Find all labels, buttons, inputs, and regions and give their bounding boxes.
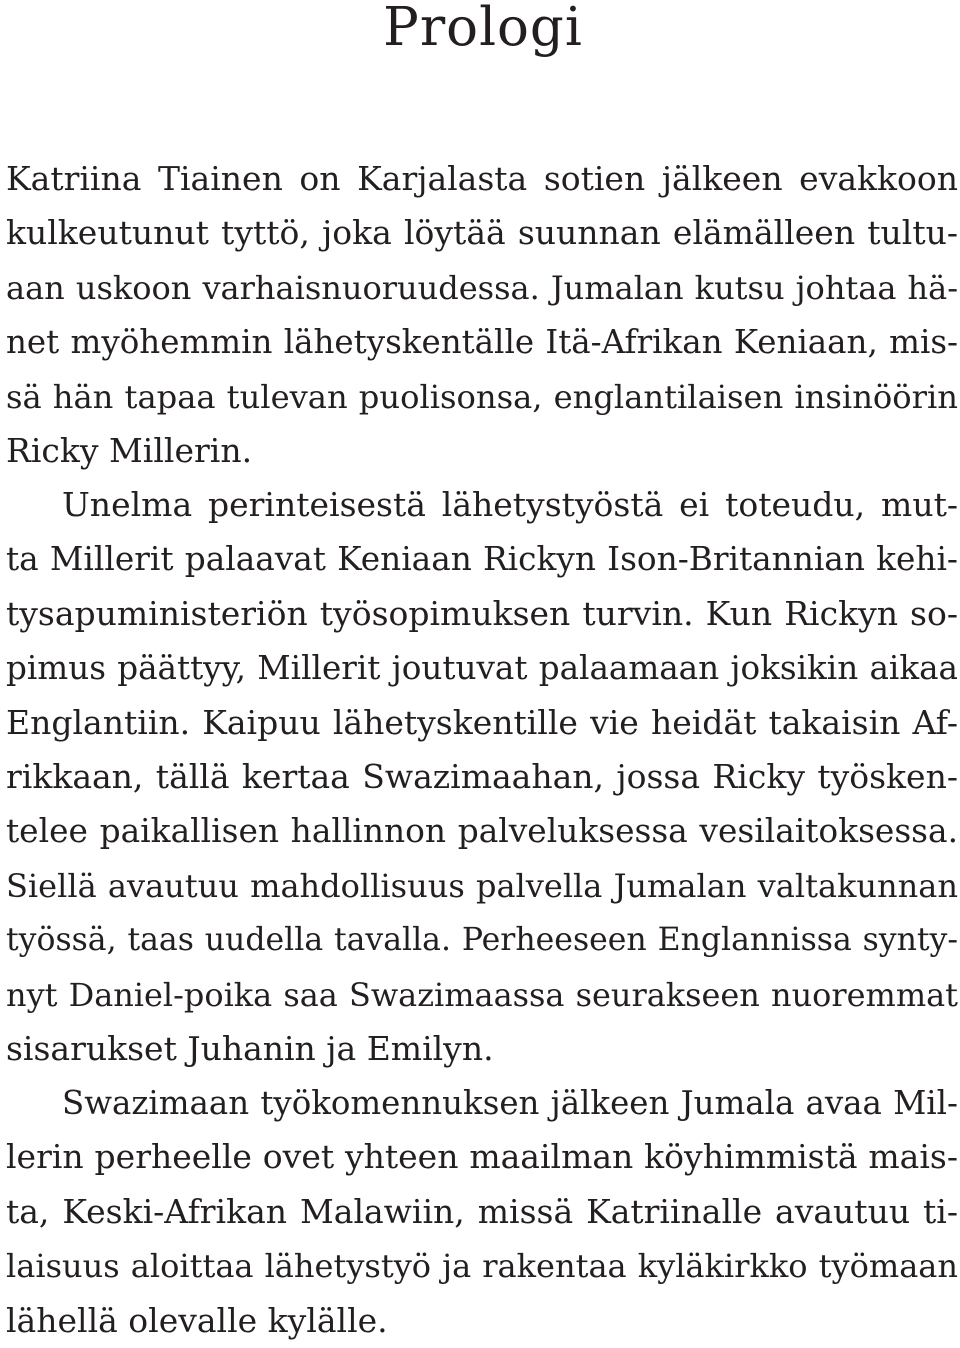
text-line: aan uskoon varhaisnuoruudessa. Jumalan kutsu johtaa hä- [6, 268, 958, 307]
text-line: Englantiin. Kaipuu lähetyskentille vie heidät takaisin Af- [6, 702, 958, 742]
text-line: Katriina Tiainen on Karjalasta sotien jälkeen evakkoon [6, 159, 958, 198]
text-line: net myöhemmin lähetyskentälle Itä-Afrikan Keniaan, mis- [6, 323, 958, 362]
paragraph-3 [6, 1076, 958, 1348]
text-line: telee paikallisen hallinnon palveluksessa vesilaitoksessa. [6, 812, 958, 851]
chapter-title: Prologi [383, 0, 583, 58]
text-line: lähellä olevalle kylälle. [6, 1300, 388, 1340]
text-line: Ricky Millerin. [6, 430, 253, 470]
text-line: Unelma perinteisestä lähetystyöstä ei toteudu, mut- [62, 485, 958, 524]
text-line: Siellä avautuu mahdollisuus palvella Jumalan valtakunnan [6, 866, 958, 905]
text-line: työssä, taas uudella tavalla. Perheeseen Englannissa synty- [6, 922, 958, 959]
text-line: kulkeutunut tyttö, joka löytää suunnan elämälleen tultu- [6, 213, 958, 253]
text-line: nyt Daniel-poika saa Swazimaassa seurakseen nuoremmat [6, 975, 958, 1014]
text-line: ta Millerit palaavat Keniaan Rickyn Ison-Britannian kehi- [6, 540, 958, 579]
text-line: Swazimaan työkomennuksen jälkeen Jumala avaa Mil- [62, 1084, 958, 1122]
text-line: sä hän tapaa tulevan puolisonsa, englantilaisen insinöörin [6, 377, 958, 416]
text-line: ta, Keski-Afrikan Malawiin, missä Katriinalle avautuu ti- [6, 1191, 958, 1231]
text-line: sisarukset Juhanin ja Emilyn. [6, 1028, 494, 1068]
paragraph-2 [6, 478, 958, 1076]
text-line: laisuus aloittaa lähetystyö ja rakentaa kyläkirkko työmaan [6, 1247, 958, 1286]
text-line: tysapuministeriön työsopimuksen turvin. Kun Rickyn so- [6, 593, 958, 633]
text-line: pimus päättyy, Millerit joutuvat palaamaan joksikin aikaa [6, 649, 958, 688]
text-line: lerin perheelle ovet yhteen maailman köyhimmistä mais- [6, 1137, 958, 1177]
text-line: rikkaan, tällä kertaa Swazimaahan, jossa Ricky työsken- [6, 756, 958, 796]
paragraph-1 [6, 152, 958, 478]
